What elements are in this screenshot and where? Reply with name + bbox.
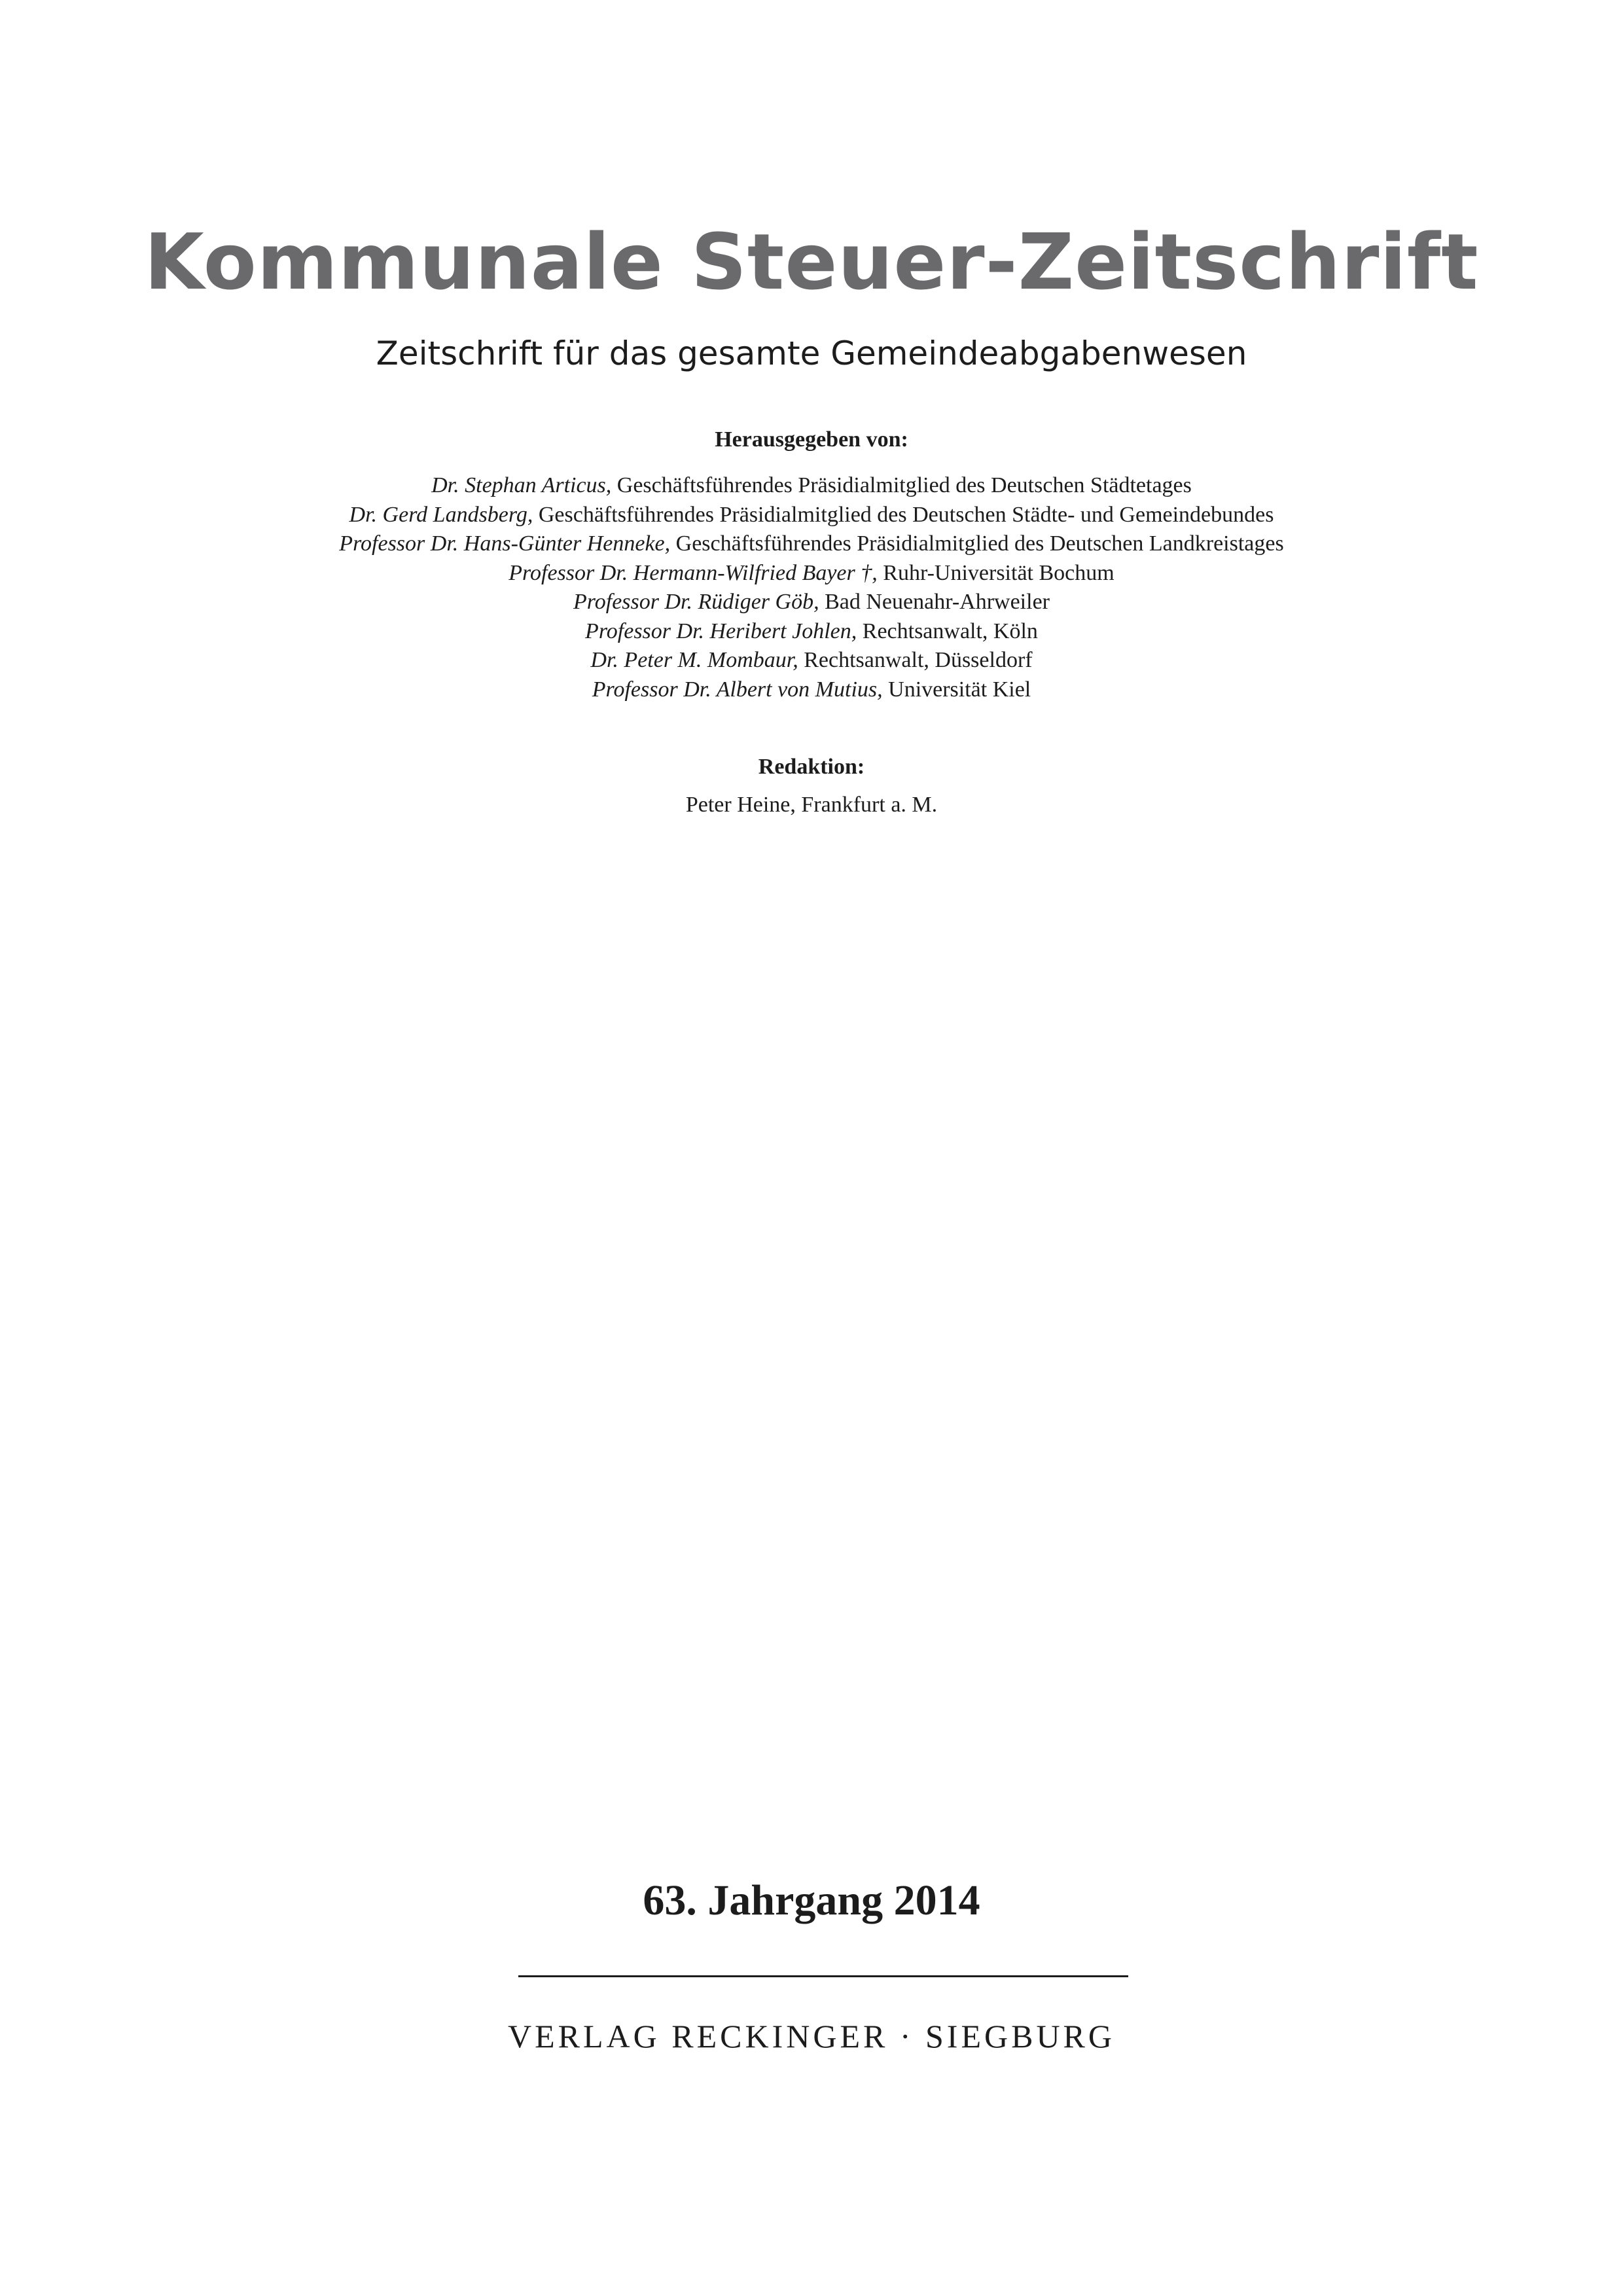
editor-role: Geschäftsführendes Präsidialmitglied des Deutschen Städtetages [611,473,1192,497]
editor-entry [0,529,1623,559]
editor-entry [0,501,1623,530]
editor-name: Dr. Stephan Articus, [431,473,612,497]
divider-rule [518,1975,1128,1977]
journal-title: Kommunale Steuer-Zeitschrift [144,217,1479,307]
editors-heading: Herausgegeben von: [715,427,908,452]
editor-name: Dr. Peter M. Mombaur, [590,648,798,672]
redaktion-text: Peter Heine, Frankfurt a. M. [685,793,938,817]
editor-role: Geschäftsführendes Präsidialmitglied des Deutschen Landkreistages [670,531,1284,556]
publisher-line: VERLAG RECKINGER · SIEGBURG [507,2018,1116,2054]
editor-entry [0,675,1623,705]
editor-name: Professor Dr. Albert von Mutius, [592,677,883,702]
editor-role: Geschäftsführendes Präsidialmitglied des Deutschen Städte- und Gemeindebundes [533,502,1274,527]
editor-name: Professor Dr. Hermann-Wilfried Bayer †, [508,560,878,585]
volume-year: 63. Jahrgang 2014 [643,1876,980,1924]
editor-name: Professor Dr. Rüdiger Göb, [573,590,819,614]
editor-role: Universität Kiel [882,677,1031,702]
editor-entry [0,559,1623,588]
editor-entry [0,617,1623,647]
editor-entry [0,646,1623,675]
editor-entry [0,588,1623,617]
editor-name: Professor Dr. Heribert Johlen, [585,619,857,643]
editor-role: Rechtsanwalt, Düsseldorf [798,648,1033,672]
editor-role: Bad Neuenahr-Ahrweiler [819,590,1050,614]
editor-entry [0,471,1623,501]
editor-role: Ruhr-Universität Bochum [877,560,1115,585]
editors-list [0,471,1623,704]
editor-name: Dr. Gerd Landsberg, [349,502,533,527]
editor-name: Professor Dr. Hans-Günter Henneke, [339,531,671,556]
redaktion-heading: Redaktion: [758,755,865,779]
editor-role: Rechtsanwalt, Köln [857,619,1038,643]
journal-subtitle: Zeitschrift für das gesamte Gemeindeabgabenwesen [376,334,1247,372]
